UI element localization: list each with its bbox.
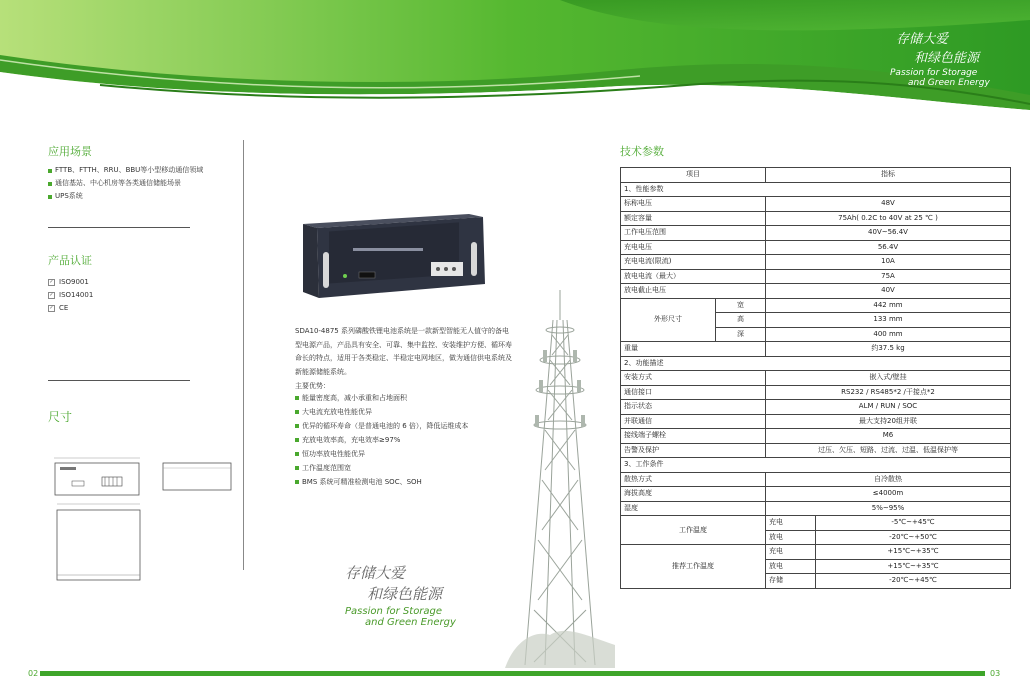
front-view-drawing [52, 455, 142, 500]
slogan-cn-line2: 和绿色能源 [367, 585, 443, 603]
spec-table [620, 167, 1011, 589]
table-row: 告警及保护 过压、欠压、短路、过流、过温、低温保护等 [621, 443, 1011, 458]
table-row: 安装方式 嵌入式/壁挂 [621, 371, 1011, 386]
telecom-tower-image [505, 290, 615, 668]
product-description: SDA10-4875 系列磷酸铁锂电池系统是一款新型智能无人值守的备电型电源产品，产品具有安全、可靠、集中监控、安装维护方便、循环寿命长的特点，适用于各类稳定、半稳定电网地区，做为通信供电系统及新能源储能系统。 [295, 327, 512, 376]
features-title: 主要优势： [295, 382, 330, 390]
table-row: 放电 +15℃~+35℃ [621, 559, 1011, 574]
header-slogan [890, 28, 990, 88]
table-row: 接线端子螺栓 M6 [621, 429, 1011, 444]
list-item: 恒功率放电性能优异 [295, 447, 468, 461]
table-row: 充电电流(限流) 10A [621, 255, 1011, 270]
slogan-en-line1: Passion for Storage [345, 606, 443, 617]
list-item: UPS系统 [48, 190, 203, 203]
list-item: ✓ CE [49, 304, 69, 312]
bullet-square-icon [295, 466, 299, 470]
divider [48, 227, 190, 228]
bullet-square-icon [295, 410, 299, 414]
divider [48, 380, 190, 381]
list-item: FTTB、FTTH、RRU、BBU等小型移动通信领域 [48, 164, 203, 177]
list-item: ✓ ISO14001 [49, 291, 94, 299]
spec-title: 技术参数 [620, 145, 664, 158]
features-list [295, 391, 468, 489]
table-row: 重量 约37.5 kg [621, 342, 1011, 357]
slogan-en-line2: and Green Energy [908, 78, 990, 88]
table-row: 工作温度 充电 -5℃~+45℃ [621, 516, 1011, 531]
certification-list [48, 276, 93, 315]
bullet-square-icon [48, 182, 52, 186]
table-header-row [621, 168, 1011, 183]
table-row: 海拔高度 ≤4000m [621, 487, 1011, 502]
bullet-square-icon [295, 424, 299, 428]
list-item: 能量密度高，减小承重和占地面积 [295, 391, 468, 405]
page-number-right: 03 [990, 669, 1001, 678]
table-row: 高 133 mm [621, 313, 1011, 328]
table-row: 工作电压范围 40V~56.4V [621, 226, 1011, 241]
slogan-cn-line2: 和绿色能源 [914, 51, 980, 66]
slogan-en-line1: Passion for Storage [890, 68, 978, 78]
table-row: 散热方式 自冷散热 [621, 472, 1011, 487]
table-row: 并联通信 最大支持20组并联 [621, 414, 1011, 429]
table-section-row: 3、工作条件 [621, 458, 1011, 473]
table-section-row: 1、性能参数 [621, 182, 1011, 197]
top-view-drawing [52, 500, 147, 585]
slogan-cn-line1: 存储大爱 [896, 32, 949, 47]
dimensions-title: 尺寸 [48, 410, 73, 424]
table-row: 放电电流（最大） 75A [621, 269, 1011, 284]
table-header-cell: 项目 [621, 168, 766, 183]
table-row: 深 400 mm [621, 327, 1011, 342]
slogan-en-line2: and Green Energy [365, 617, 456, 628]
list-item: 优异的循环寿命（是普通电池的 6 倍），降低运维成本 [295, 419, 468, 433]
slogan-cn-line1: 存储大爱 [345, 564, 406, 582]
table-row: 额定容量 75Ah( 0.2C to 40V at 25 ℃ ) [621, 211, 1011, 226]
bullet-square-icon [48, 169, 52, 173]
table-section-row: 2、功能描述 [621, 356, 1011, 371]
certification-title: 产品认证 [48, 254, 92, 267]
checkbox-icon: ✓ [49, 305, 54, 311]
table-row: 通信接口 RS232 / RS485*2 /干接点*2 [621, 385, 1011, 400]
bullet-square-icon [295, 452, 299, 456]
table-row: 充电电压 56.4V [621, 240, 1011, 255]
table-row: 湿度 5%~95% [621, 501, 1011, 516]
list-item: 通信基站、中心机房等各类通信储能场景 [48, 177, 203, 190]
bullet-square-icon [48, 195, 52, 199]
applications-list [48, 164, 203, 203]
table-row: 指示状态 ALM / RUN / SOC [621, 400, 1011, 415]
applications-title: 应用场景 [48, 145, 92, 158]
checkbox-icon: ✓ [49, 279, 54, 285]
column-divider [243, 140, 244, 570]
table-row: 放电截止电压 40V [621, 284, 1011, 299]
battery-product-image [293, 212, 493, 302]
side-view-drawing [160, 460, 235, 495]
list-item: 工作温度范围宽 [295, 461, 468, 475]
table-header-cell: 指标 [766, 168, 1011, 183]
list-item: 大电流充放电性能优异 [295, 405, 468, 419]
list-item: 充放电效率高，充电效率≥97% [295, 433, 468, 447]
table-row: 放电 -20℃~+50℃ [621, 530, 1011, 545]
footer-bar [0, 668, 1030, 682]
table-row: 标称电压 48V [621, 197, 1011, 212]
bottom-slogan [345, 562, 456, 628]
list-item: BMS 系统可精准检测电池 SOC、SOH [295, 475, 468, 489]
checkbox-icon: ✓ [49, 292, 54, 298]
bullet-square-icon [295, 438, 299, 442]
page-number-left: 02 [28, 669, 39, 678]
table-row: 推荐工作温度 充电 +15℃~+35℃ [621, 545, 1011, 560]
bullet-square-icon [295, 480, 299, 484]
bullet-square-icon [295, 396, 299, 400]
table-row: 外形尺寸 宽 442 mm [621, 298, 1011, 313]
header-wave-banner [0, 0, 1030, 110]
table-row: 存储 -20℃~+45℃ [621, 574, 1011, 589]
list-item: ✓ ISO9001 [49, 278, 89, 286]
